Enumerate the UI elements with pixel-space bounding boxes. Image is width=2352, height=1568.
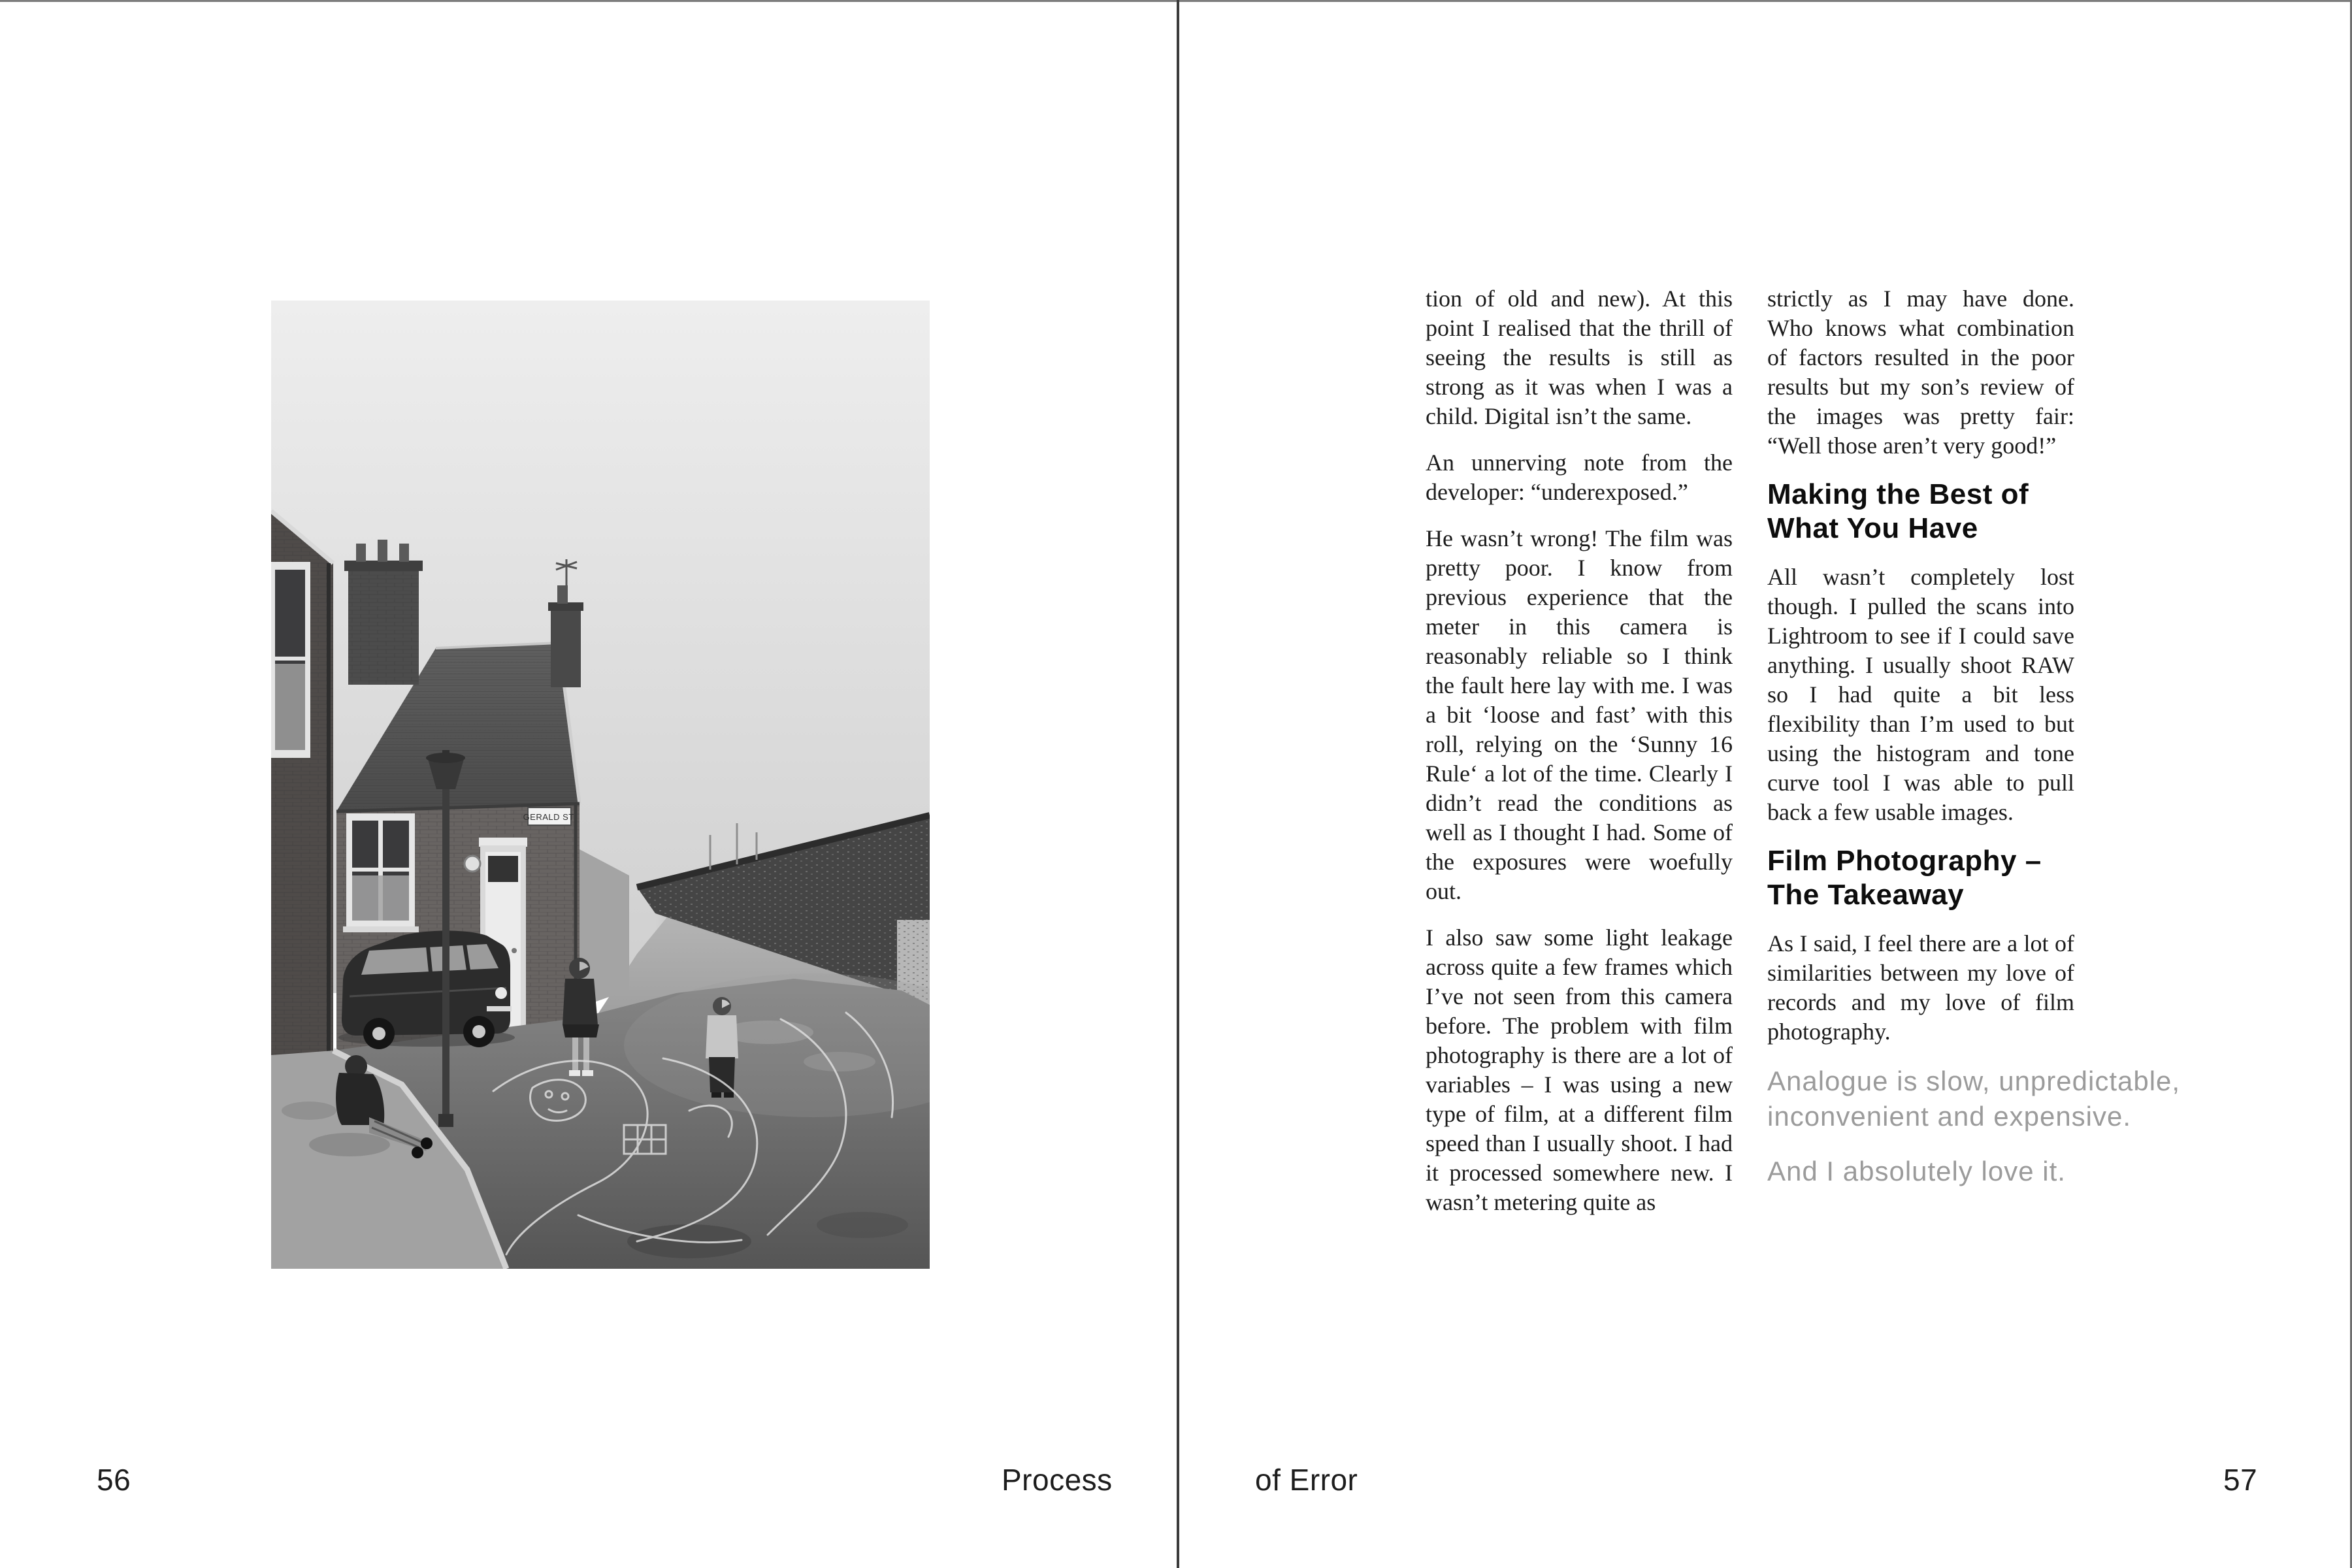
- section-heading: Film Photography – The Takeaway: [1767, 845, 2042, 911]
- paragraph: All wasn’t completely lost though. I pulled the scans into Lightroom to see if I could save anything. I usually shoot RAW so I had quite a bit less flexibility than I’m used to but using the histogram and tone curve tool I was able to pull back a few usable images.: [1767, 564, 2074, 825]
- pull-quote: And I absolutely love it.: [1767, 1156, 2066, 1186]
- page-number-right: 57: [2223, 1463, 2258, 1497]
- page-top-edge: [0, 0, 2352, 2]
- paragraph: tion of old and new). At this point I realised that the thrill of seeing the results is still as strong as it was when I was a child. Digital isn’t the same.: [1426, 286, 1733, 429]
- running-title-right: of Error: [1255, 1463, 1358, 1497]
- headlight: [495, 987, 507, 999]
- round-sign: [465, 856, 480, 872]
- running-title-left: Process: [1002, 1463, 1113, 1497]
- left-house: [271, 511, 333, 1088]
- section-heading: Making the Best of What You Have: [1767, 478, 2029, 544]
- paragraph: strictly as I may have done. Who knows what combination of factors resulted in the poor results but my son’s review of the images was pretty fair: “Well those aren’t very good!”: [1767, 286, 2074, 459]
- gutter-divider: [1177, 0, 1179, 1568]
- street-sign: [523, 808, 576, 825]
- street-photograph: [271, 301, 930, 1269]
- paragraph: I also saw some light leakage across quite a few frames which I’ve not seen from this camera before. The problem with film photography is there are a lot of variables – I was using a new type of film, at a different film speed than I usually shoot. I had it processed somewhere new. I wasn’t metering quite as: [1426, 924, 1733, 1215]
- paragraph: An unnerving note from the developer: “underexposed.”: [1426, 449, 1733, 505]
- paragraph: He wasn’t wrong! The film was pretty poor. I know from previous experience that the meter in this camera is reasonably reliable so I think the fault here lay with me. I was a bit ‘loose and fast’ with this roll, relying on the ‘Sunny 16 Rule‘ a lot of the time. Clearly I didn’t read the conditions as well as I thought I had. Some of the exposures were woefully out.: [1426, 525, 1733, 904]
- text-column-2: [1767, 284, 2181, 1189]
- dark-patch: [817, 1212, 908, 1238]
- house-upstairs-window: [343, 813, 419, 932]
- paragraph: As I said, I feel there are a lot of similarities between my love of records and my love of film photography.: [1767, 930, 2074, 1045]
- page-number-left: 56: [97, 1463, 131, 1497]
- left-house-window: [271, 562, 310, 758]
- street-sign-label: GERALD ST.: [523, 812, 576, 822]
- worn-patch: [804, 1052, 875, 1071]
- chimney: [344, 540, 423, 685]
- pull-quote: Analogue is slow, unpredictable, inconvenient and expensive.: [1767, 1066, 2181, 1132]
- text-column-1: [1426, 284, 1733, 1217]
